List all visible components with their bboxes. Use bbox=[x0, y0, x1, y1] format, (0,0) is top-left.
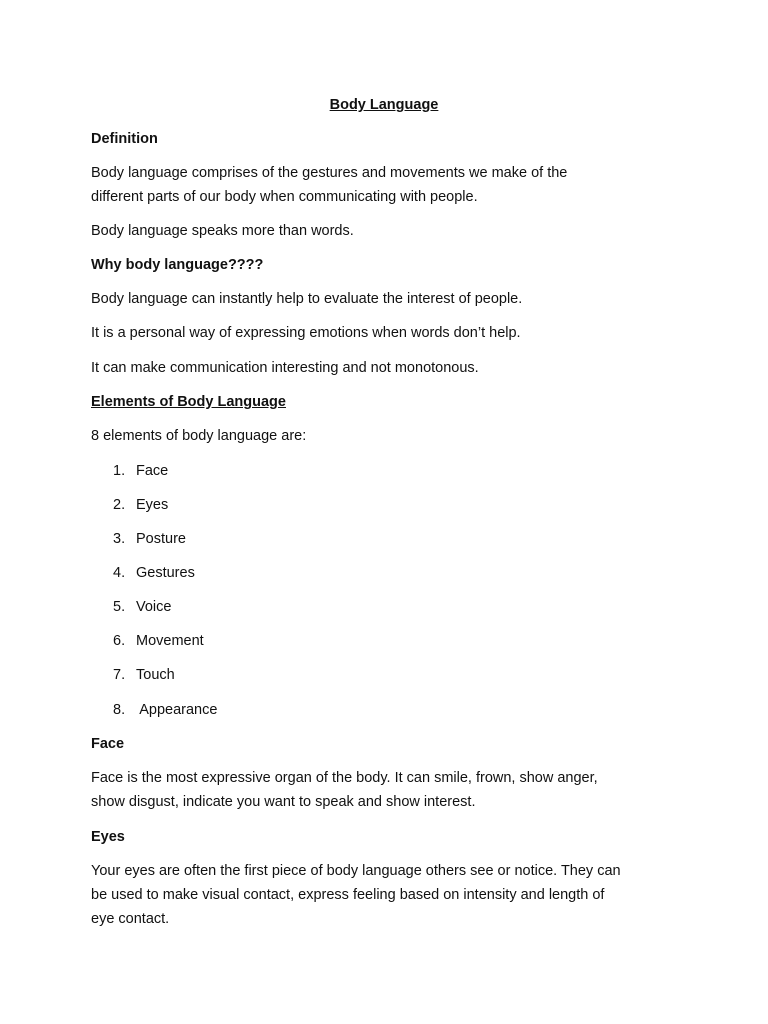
list-item-number: 6. bbox=[113, 633, 126, 649]
definition-heading: Definition bbox=[91, 131, 158, 147]
why-heading: Why body language???? bbox=[91, 257, 264, 273]
why-paragraph-2: It is a personal way of expressing emotions when words don’t help. bbox=[91, 325, 521, 341]
eyes-text-line-2: be used to make visual contact, express feeling based on intensity and length of bbox=[91, 887, 605, 903]
list-item-label: Eyes bbox=[136, 497, 169, 513]
list-item-label: Appearance bbox=[136, 702, 218, 718]
definition-text-line-1: Body language comprises of the gestures and movements we make of the bbox=[91, 165, 568, 181]
face-text-line-1: Face is the most expressive organ of the body. It can smile, frown, show anger, bbox=[91, 770, 598, 786]
list-item-number: 2. bbox=[113, 497, 126, 513]
why-paragraph-1: Body language can instantly help to evaluate the interest of people. bbox=[91, 291, 523, 307]
eyes-text-line-1: Your eyes are often the first piece of body language others see or notice. They can bbox=[91, 863, 621, 879]
list-item-label: Face bbox=[136, 463, 169, 479]
list-item bbox=[113, 527, 186, 551]
list-item-label: Gestures bbox=[136, 565, 195, 581]
elements-intro: 8 elements of body language are: bbox=[91, 428, 307, 444]
list-item bbox=[113, 663, 175, 687]
list-item-number: 5. bbox=[113, 599, 126, 615]
list-item bbox=[113, 459, 168, 483]
elements-heading: Elements of Body Language bbox=[91, 394, 286, 410]
list-item-number: 3. bbox=[113, 531, 126, 547]
definition-text-line-2: different parts of our body when communicating with people. bbox=[91, 189, 478, 205]
list-item-label: Voice bbox=[136, 599, 172, 615]
list-item bbox=[113, 595, 171, 619]
definition-text-2: Body language speaks more than words. bbox=[91, 223, 354, 239]
face-heading: Face bbox=[91, 736, 125, 752]
list-item-label: Posture bbox=[136, 531, 186, 547]
list-item bbox=[113, 493, 168, 517]
list-item-number: 1. bbox=[113, 463, 126, 479]
list-item bbox=[113, 561, 195, 585]
list-item-number: 8. bbox=[113, 702, 126, 718]
list-item-number: 4. bbox=[113, 565, 126, 581]
eyes-heading: Eyes bbox=[91, 829, 125, 845]
list-item-number: 7. bbox=[113, 667, 126, 683]
face-text-line-2: show disgust, indicate you want to speak and show interest. bbox=[91, 794, 476, 810]
list-item-label: Touch bbox=[136, 667, 175, 683]
list-item bbox=[113, 629, 204, 653]
eyes-text-line-3: eye contact. bbox=[91, 911, 170, 927]
list-item bbox=[113, 698, 217, 722]
why-paragraph-3: It can make communication interesting and not monotonous. bbox=[91, 360, 479, 376]
page-title: Body Language bbox=[329, 97, 439, 113]
list-item-label: Movement bbox=[136, 633, 204, 649]
